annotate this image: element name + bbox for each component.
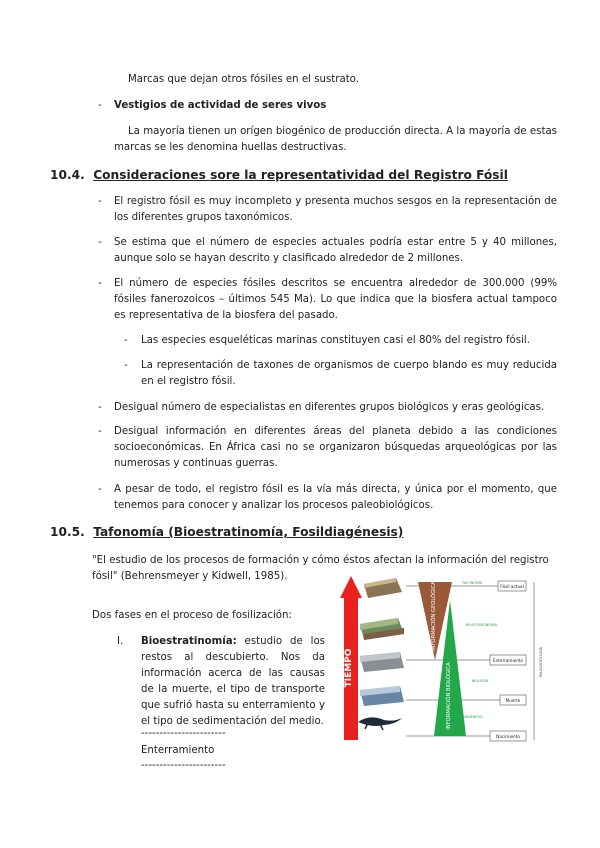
item-number: I. [117, 636, 124, 647]
taphonomy-figure [338, 572, 550, 742]
marks-line: Marcas que dejan otros fósiles en el sustrato. [128, 74, 359, 85]
section-number: 10.4. [50, 168, 85, 182]
vestigios-title: Vestigios de actividad de seres vivos [114, 100, 327, 111]
separator-line: ----------------------- [141, 760, 226, 771]
section-title: Consideraciones sore la representatividad del Registro Fósil [93, 168, 508, 182]
sub-list-item: Las especies esqueléticas marinas constituyen casi el 80% del registro fósil. [141, 335, 530, 346]
bullet-dash: - [98, 196, 102, 207]
stage-box [490, 731, 526, 741]
item-term: Bioestratinomía: [141, 636, 237, 647]
section-10-5-heading [50, 524, 560, 540]
stage-box-label: Fósil actual [500, 584, 524, 589]
list-item: El número de especies fósiles descritos se encuentra alrededor de 300.000 (99% fósiles fanerozoicos – últimos 545 Ma). Lo que indica que la biosfera actual tampoco es representativa de la biosfera del pasado. [114, 278, 557, 321]
rock-block-4 [360, 686, 404, 706]
green-label: BIOLOGÍA [472, 679, 489, 683]
phases-intro: Dos fases en el proceso de fosilización: [92, 610, 292, 621]
sub-bullet-dash: - [124, 360, 128, 371]
enterramiento-label: Enterramiento [141, 745, 215, 756]
list-item: Desigual información en diferentes áreas del planeta debido a las condiciones socioeconómicas. En África casi no se organizaron búsquedas arqueológicas por las numerosas y continuas guerras. [114, 426, 557, 469]
bullet-dash: - [98, 484, 102, 495]
green-label: TAFONOMÍA [462, 581, 483, 585]
section-10-4-heading [50, 167, 560, 183]
list-item: Desigual número de especialistas en diferentes grupos biológicos y eras geológicas. [114, 402, 545, 413]
bullet-dash: - [98, 100, 102, 111]
bullet-dash: - [98, 426, 102, 437]
section-title: Tafonomía (Bioestratinomía, Fosildiagénesis) [93, 525, 404, 539]
stage-box-label: Muerte [505, 698, 521, 703]
stage-box [498, 581, 526, 591]
item-text: estudio de los restos al descubierto. Nos da información acerca de las causas de la muerte, el tipo de transporte que sufrió hasta su enterramiento y el tipo de sedimentación del medio. [141, 636, 325, 727]
list-item: El registro fósil es muy incompleto y presenta muchos sesgos en la representación de los diferentes grupos taxonómicos. [114, 196, 557, 223]
bullet-dash: - [98, 278, 102, 289]
tiempo-label: TIEMPO [344, 648, 354, 688]
stage-box-label: Enterramiento [492, 658, 524, 663]
section-number: 10.5. [50, 525, 85, 539]
green-label: DIAGÉNESIS [462, 715, 483, 719]
lizard-icon [358, 717, 402, 730]
sub-list-item: La representación de taxones de organismos de cuerpo blando es muy reducida en el registro fósil. [141, 360, 557, 387]
bullet-dash: - [98, 237, 102, 248]
stage-box [490, 655, 526, 665]
bullet-dash: - [98, 402, 102, 413]
list-item: Se estima que el número de especies actuales podría estar entre 5 y 40 millones, aunque solo se hayan descrito y clasificado alrededor de 2 millones. [114, 237, 557, 264]
vestigios-text: La mayoría tienen un orígen biogénico de producción directa. A la mayoría de estas marcas se les denomina huellas destructivas. [114, 126, 557, 153]
item-paragraph [141, 634, 325, 730]
quote: "El estudio de los procesos de formación y cómo éstos afectan la información del registro fósil" (Behrensmeyer y Kidwell, 1985). [92, 555, 549, 582]
sub-bullet-dash: - [124, 335, 128, 346]
info-biologica-label: INFORMACIÓN BIOLÓGICA [446, 662, 452, 730]
list-item: A pesar de todo, el registro fósil es la vía más directa, y única por el momento, que tenemos para conocer y analizar los procesos paleobiológicos. [114, 484, 557, 511]
stage-box-label: Nacimiento [496, 734, 520, 739]
rock-block-2 [360, 618, 404, 640]
time-arrow [340, 576, 362, 740]
info-geologica-label: INFORMACIÓN GEOLÓGICA [431, 581, 437, 651]
rock-block-1 [364, 578, 402, 598]
stage-box [500, 695, 526, 705]
separator-line: ----------------------- [141, 728, 226, 739]
green-label: BIOESTRATINOMÍA [466, 623, 498, 627]
side-label: PALEONTOLOGÍA [539, 646, 543, 678]
rock-block-3 [360, 652, 404, 672]
